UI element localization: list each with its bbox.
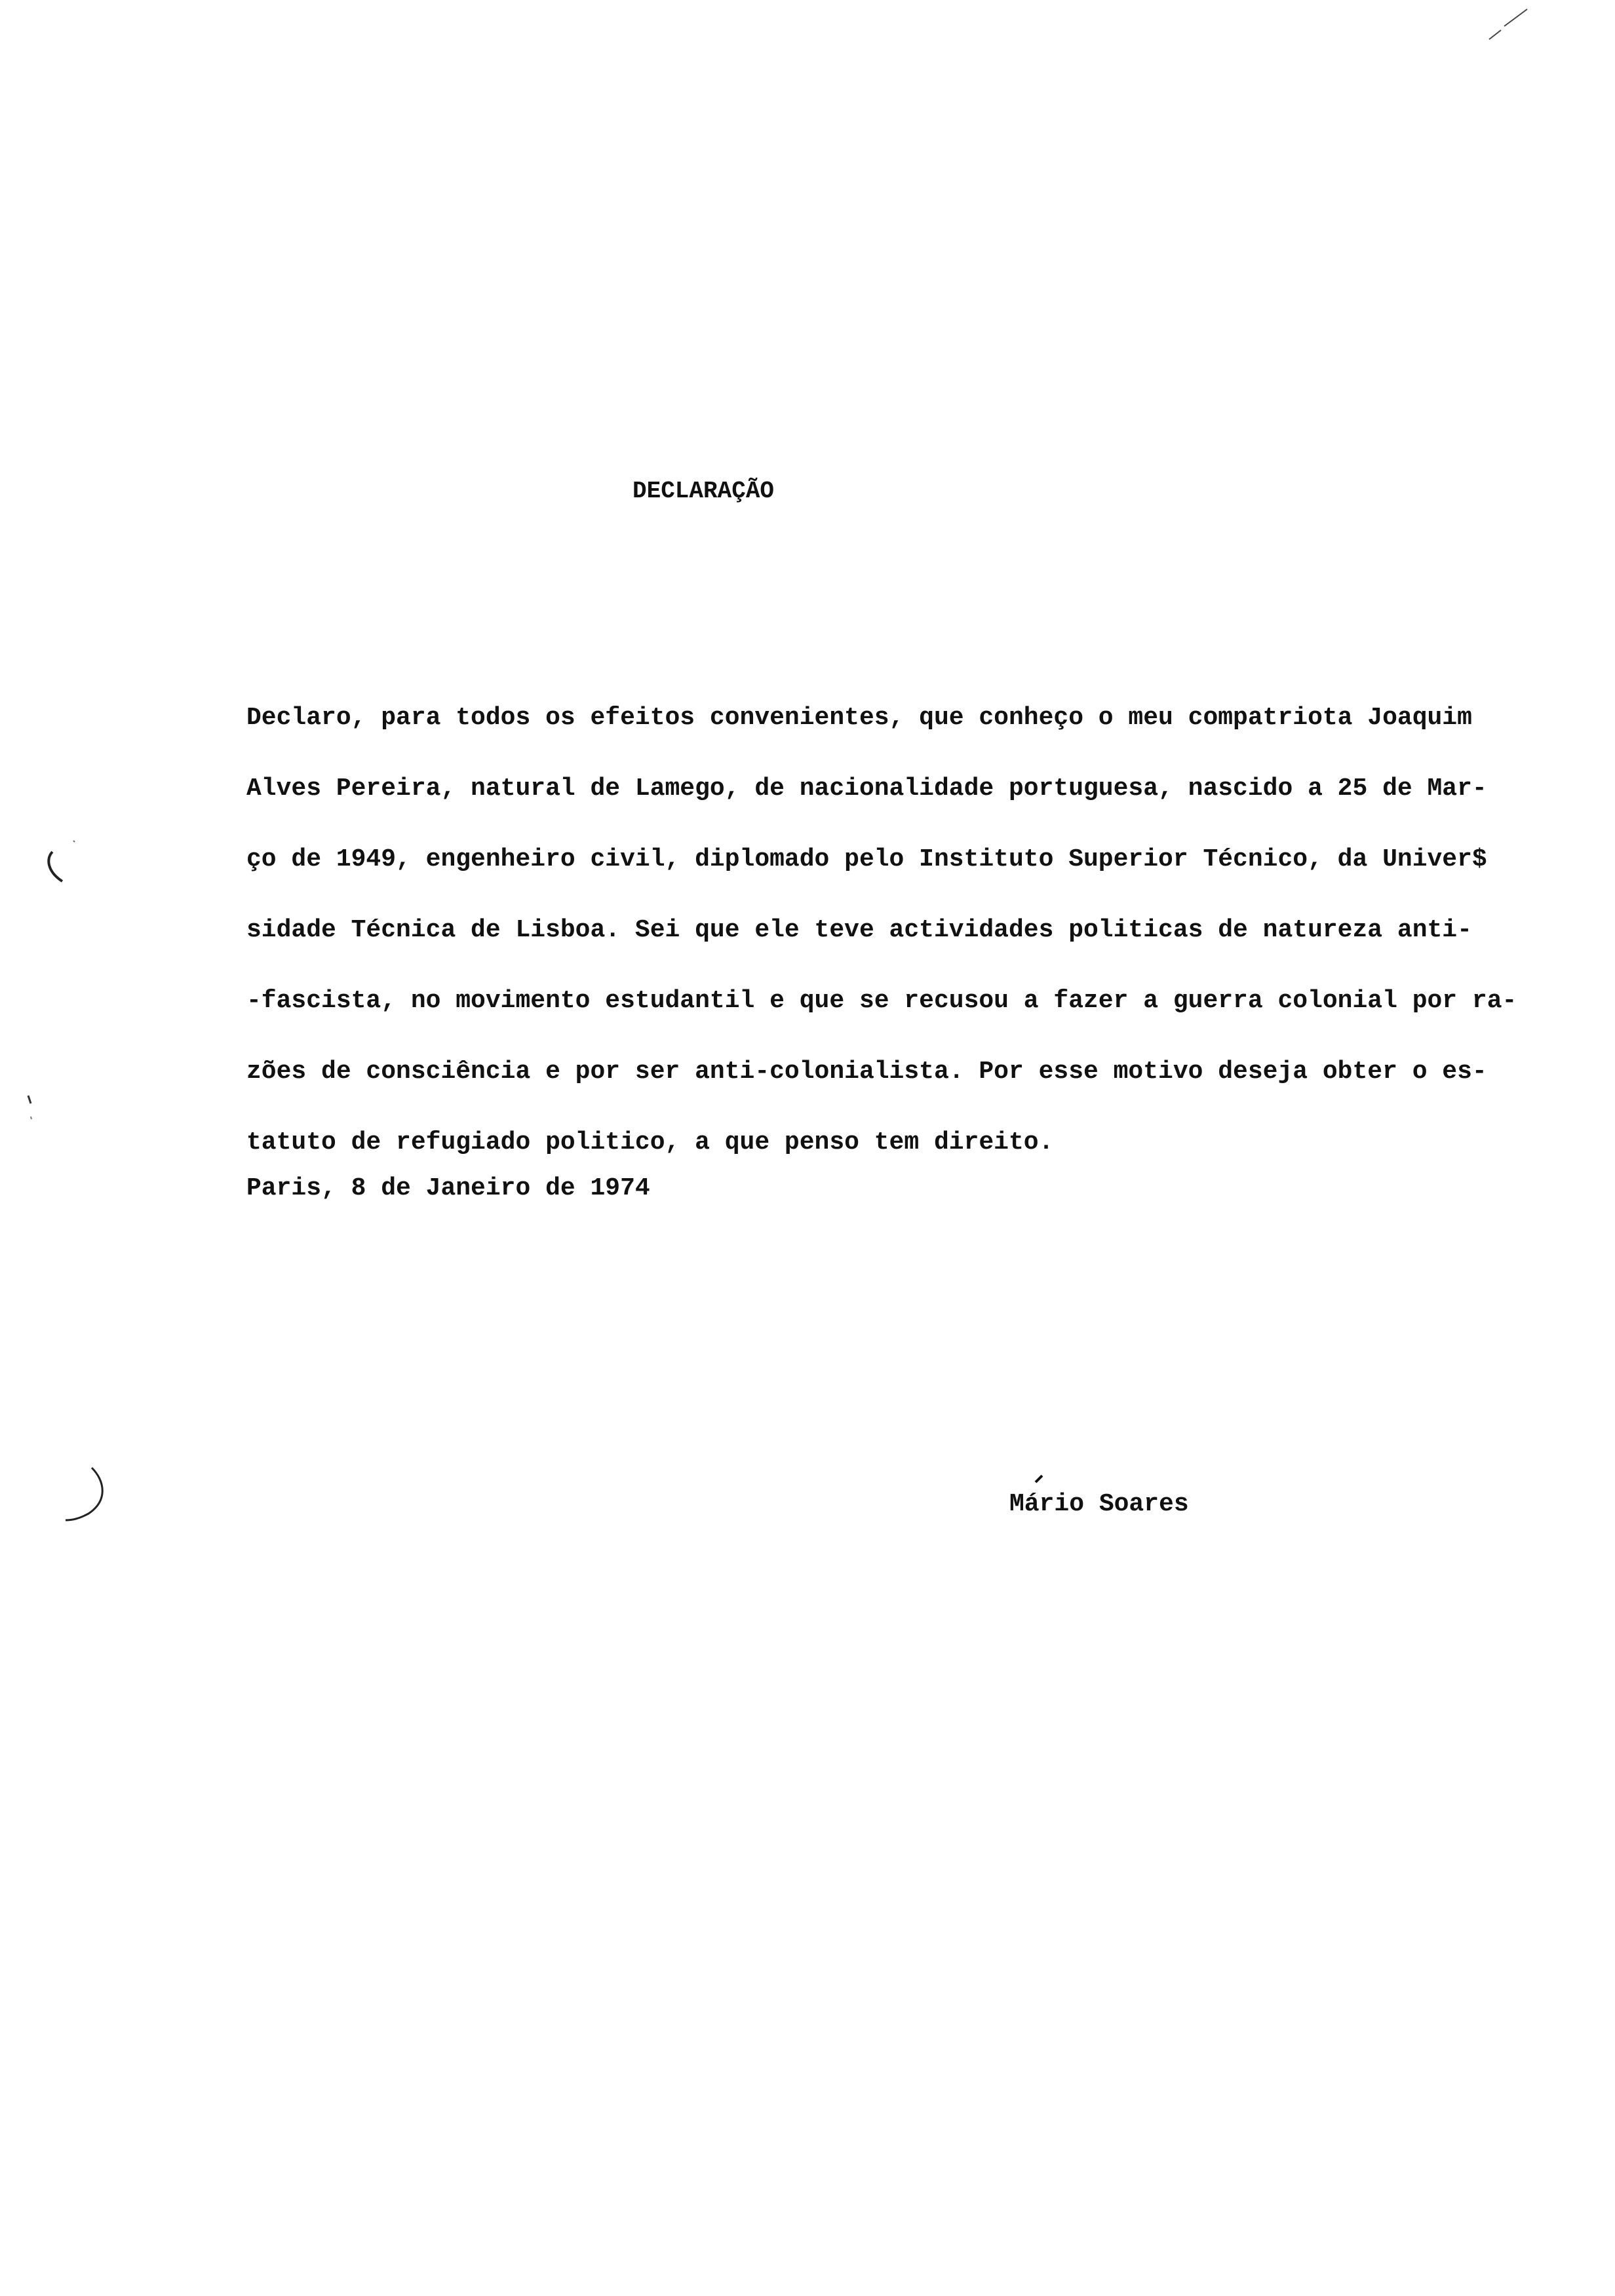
punch-mark [49, 852, 62, 881]
paragraph-line: -fascista, no movimento estudantil e que se recusou a fazer a guerra colonial por ra- [246, 987, 1517, 1015]
punch-mark [73, 841, 75, 842]
accent-mark [1036, 1476, 1042, 1482]
paragraph-line: tatuto de refugiado politico, a que penso tem direito. [246, 1128, 1054, 1157]
speck-mark [28, 1096, 31, 1103]
paragraph-line: sidade Técnica de Lisboa. Sei que ele teve actividades politicas de natureza anti- [246, 916, 1472, 944]
signature-name: Mário Soares [1009, 1490, 1189, 1518]
document-title: DECLARAÇÃO [632, 478, 775, 505]
corner-tick-mark [1489, 30, 1501, 39]
paragraph-line: ço de 1949, engenheiro civil, diplomado pelo Instituto Superior Técnico, da Univer$ [246, 845, 1487, 873]
punch-mark [66, 1468, 102, 1520]
paragraph-line: Alves Pereira, natural de Lamego, de nacionalidade portuguesa, nascido a 25 de Mar- [246, 775, 1487, 803]
corner-tick-mark [1504, 9, 1527, 26]
paragraph-line: Declaro, para todos os efeitos convenientes, que conheço o meu compatriota Joaquim [246, 704, 1472, 732]
declaration-paragraph [246, 683, 1551, 1178]
place-and-date: Paris, 8 de Janeiro de 1974 [246, 1174, 650, 1202]
paragraph-line: zões de consciência e por ser anti-colonialista. Por esse motivo deseja obter o es- [246, 1058, 1487, 1086]
